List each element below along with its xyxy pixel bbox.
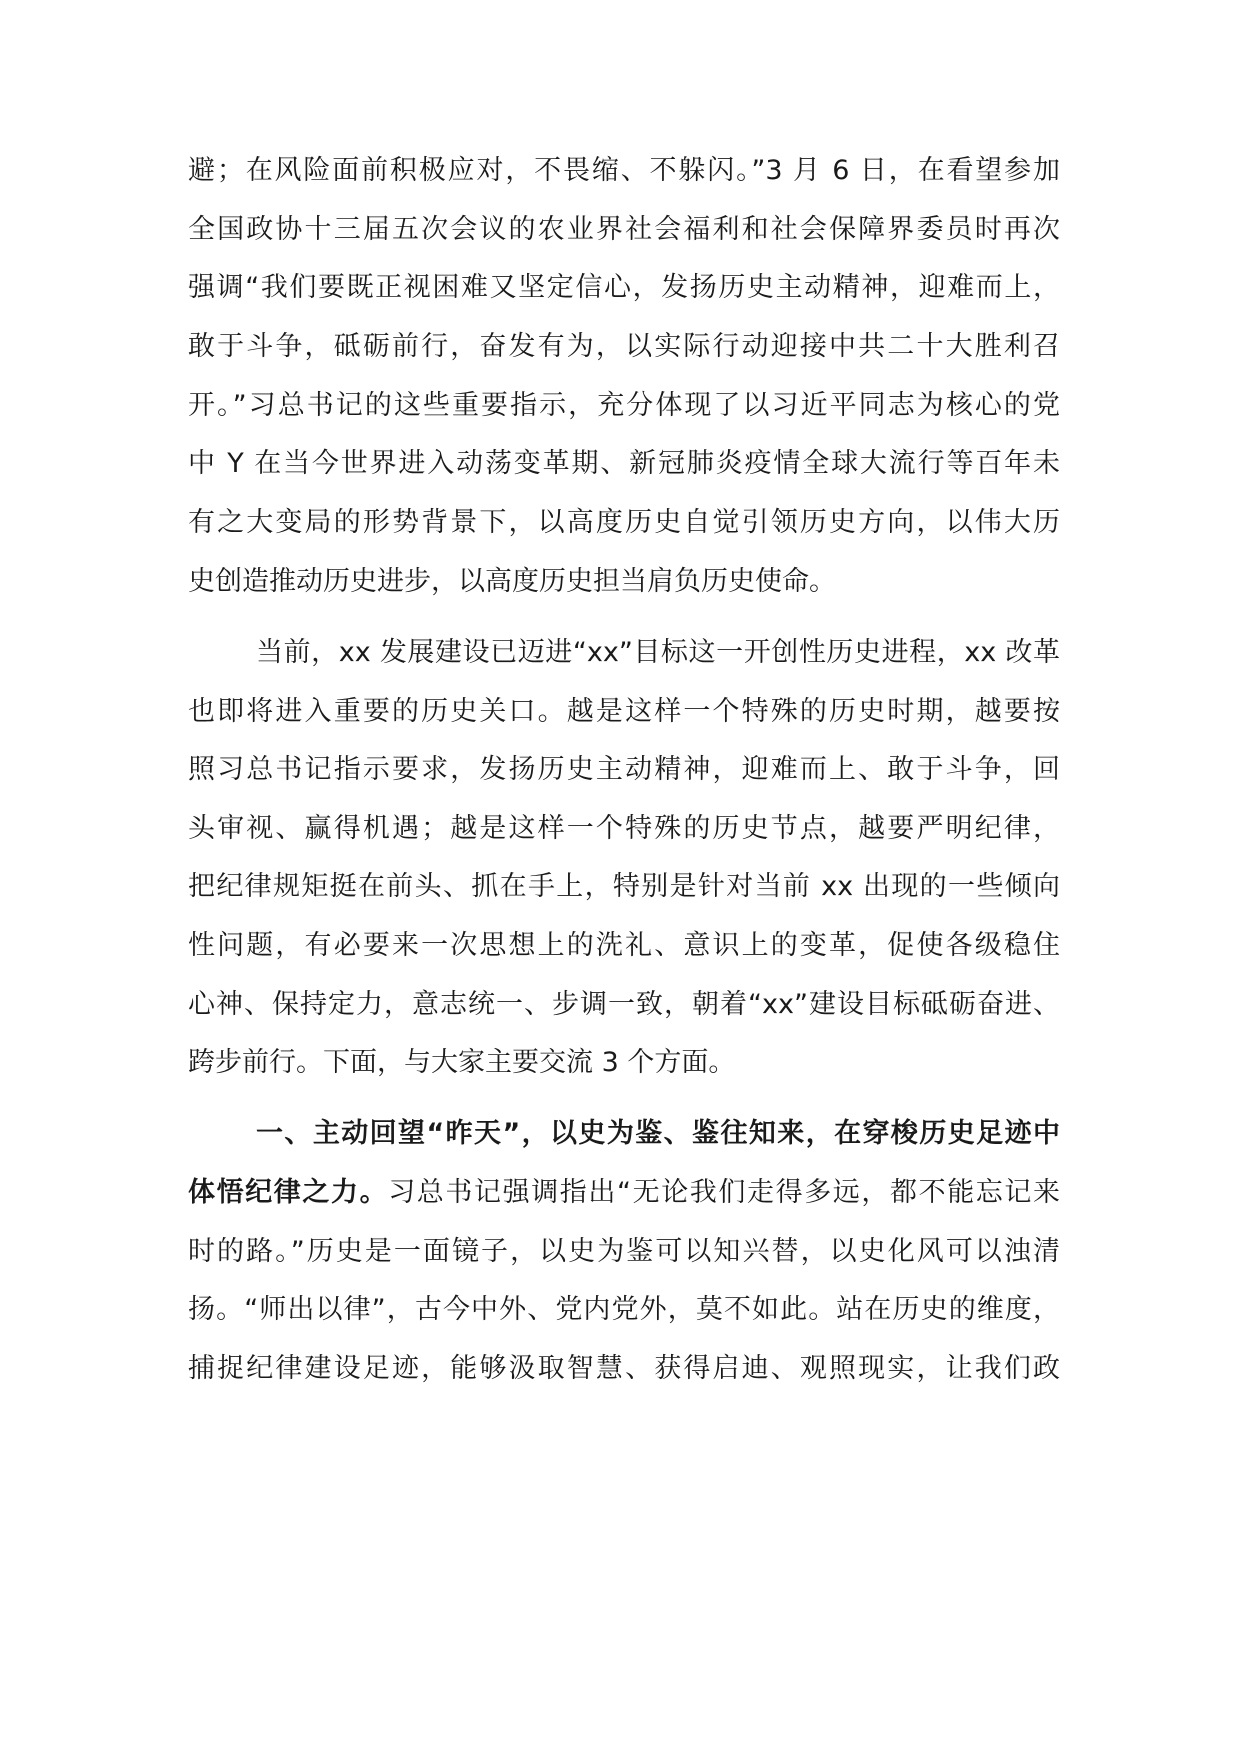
- paragraph-2-line-8: 跨步前行。下面，与大家主要交流 3 个方面。: [188, 1047, 736, 1078]
- paragraph-2-line-2: 也即将进入重要的历史关口。越是这样一个特殊的历史时期，越要按: [188, 696, 1060, 727]
- section-heading-line-2: [188, 1173, 1060, 1213]
- paragraph-3-line-3: 捕捉纪律建设足迹，能够汲取智慧、获得启迪、观照现实，让我们政: [188, 1353, 1060, 1384]
- paragraph-1-line-1: 避；在风险面前积极应对，不畏缩、不躲闪。”3 月 6 日，在看望参加: [188, 155, 1060, 186]
- paragraph-1-line-6: 中 Y 在当今世界进入动荡变革期、新冠肺炎疫情全球大流行等百年未: [188, 448, 1060, 479]
- paragraph-1-line-3: 强调“我们要既正视困难又坚定信心，发扬历史主动精神，迎难而上，: [188, 272, 1060, 303]
- paragraph-1-line-5: 开。”习总书记的这些重要指示，充分体现了以习近平同志为核心的党: [188, 390, 1060, 421]
- paragraph-2-line-5: 把纪律规矩挺在前头、抓在手上，特别是针对当前 xx 出现的一些倾向: [188, 871, 1060, 902]
- section-heading-bold-text: 体悟纪律之力。: [188, 1177, 389, 1208]
- paragraph-2-line-4: 头审视、赢得机遇；越是这样一个特殊的历史节点，越要严明纪律，: [188, 813, 1060, 844]
- paragraph-2-line-1: 当前，xx 发展建设已迈进“xx”目标这一开创性历史进程，xx 改革: [256, 637, 1060, 668]
- paragraph-3-line-2: 扬。“师出以律”，古今中外、党内党外，莫不如此。站在历史的维度，: [188, 1294, 1060, 1325]
- paragraph-2-line-7: 心神、保持定力，意志统一、步调一致，朝着“xx”建设目标砥砺奋进、: [188, 989, 1060, 1020]
- paragraph-1-line-7: 有之大变局的形势背景下，以高度历史自觉引领历史方向，以伟大历: [188, 507, 1060, 538]
- paragraph-2-line-6: 性问题，有必要来一次思想上的洗礼、意识上的变革，促使各级稳住: [188, 930, 1060, 961]
- section-heading-line-1: 一、主动回望“昨天”，以史为鉴、鉴往知来，在穿梭历史足迹中: [256, 1118, 1060, 1149]
- paragraph-1-line-4: 敢于斗争，砥砺前行，奋发有为，以实际行动迎接中共二十大胜利召: [188, 331, 1060, 362]
- paragraph-1-line-8: 史创造推动历史进步，以高度历史担当肩负历史使命。: [188, 566, 836, 597]
- section-heading-continuation-text: 习总书记强调指出“无论我们走得多远，都不能忘记来: [388, 1177, 1060, 1208]
- paragraph-2-line-3: 照习总书记指示要求，发扬历史主动精神，迎难而上、敢于斗争，回: [188, 754, 1060, 785]
- paragraph-1-line-2: 全国政协十三届五次会议的农业界社会福利和社会保障界委员时再次: [188, 214, 1060, 245]
- paragraph-3-line-1: 时的路。”历史是一面镜子，以史为鉴可以知兴替，以史化风可以浊清: [188, 1236, 1060, 1267]
